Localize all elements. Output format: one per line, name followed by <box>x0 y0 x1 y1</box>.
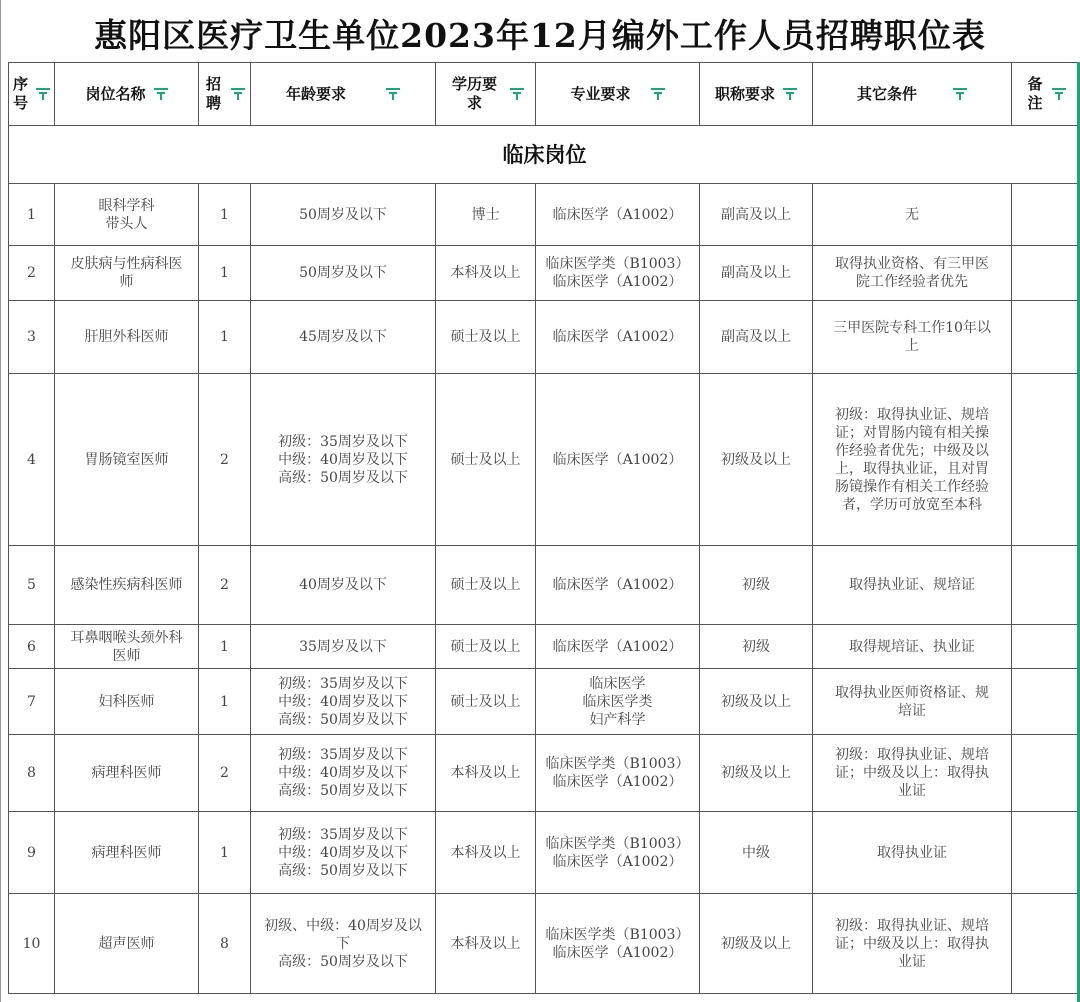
cell-line: 耳鼻咽喉头颈外科 <box>70 629 183 646</box>
cell-line: 初级：取得执业证、规培 <box>835 406 989 423</box>
cell-line: 证；中级及以上：取得执 <box>835 935 989 952</box>
table-row <box>9 894 1080 994</box>
table-row <box>9 184 1080 246</box>
cell-education[interactable]: 本科及以上 <box>436 735 536 812</box>
cell-line: 感染性疾病科医师 <box>70 577 183 593</box>
header-label: 专业要求 <box>570 84 631 103</box>
cell-line: 妇科医师 <box>98 693 155 710</box>
cell-title-req[interactable]: 初级 <box>700 625 813 669</box>
section-title: 临床岗位 <box>9 126 1080 184</box>
filter-icon[interactable] <box>783 87 797 101</box>
cell-line: 下 <box>336 935 350 952</box>
cell-line: 肝胆外科医师 <box>84 329 169 345</box>
cell-line: 证；对胃肠内镜有相关操 <box>835 424 989 441</box>
cell-major[interactable] <box>536 301 700 374</box>
cell-line: 临床医学类（B1003） <box>545 835 690 852</box>
cell-position[interactable] <box>55 812 199 894</box>
cell-age[interactable] <box>251 812 436 894</box>
cell-line: 临床医学（A1002） <box>552 577 683 593</box>
cell-other[interactable] <box>813 546 1012 625</box>
cell-line: 业证 <box>898 783 926 799</box>
cell-line: 作经验者优先；中级及以 <box>835 442 989 459</box>
cell-line: 初级：取得执业证、规培 <box>835 747 989 763</box>
cell-remark[interactable] <box>1012 894 1080 994</box>
cell-seq[interactable]: 3 <box>9 301 55 374</box>
window-edge <box>0 0 1 1002</box>
cell-education[interactable]: 本科及以上 <box>436 246 536 301</box>
cell-line: 临床医学（A1002） <box>552 451 683 468</box>
cell-line: 初级：取得执业证、规培 <box>835 917 989 934</box>
cell-line: 病理科医师 <box>91 765 162 781</box>
header-label: 招聘 <box>205 75 221 112</box>
cell-line: 医师 <box>112 647 141 664</box>
recruitment-table <box>8 62 1080 994</box>
cell-major[interactable] <box>536 735 700 812</box>
cell-line: 初级：35周岁及以下 <box>278 826 408 843</box>
cell-other[interactable] <box>813 894 1012 994</box>
header-other[interactable] <box>813 63 1012 126</box>
cell-other[interactable] <box>813 184 1012 246</box>
cell-position[interactable] <box>55 374 199 546</box>
cell-other[interactable] <box>813 735 1012 812</box>
cell-line: 临床医学（A1002） <box>552 944 683 961</box>
cell-line: 证；中级及以上：取得执 <box>835 765 989 781</box>
header-education[interactable] <box>436 63 536 126</box>
cell-line: 初级：35周岁及以下 <box>278 747 408 763</box>
cell-position[interactable] <box>55 625 199 669</box>
cell-count[interactable]: 8 <box>199 894 251 994</box>
cell-line: 40周岁及以下 <box>299 577 387 593</box>
cell-other[interactable] <box>813 669 1012 735</box>
cell-line: 中级：40周岁及以下 <box>278 693 408 710</box>
cell-remark[interactable] <box>1012 812 1080 894</box>
table-row <box>9 625 1080 669</box>
cell-line: 超声医师 <box>98 935 155 952</box>
cell-line: 初级：35周岁及以下 <box>278 675 408 692</box>
header-label: 序号 <box>13 75 29 112</box>
cell-education[interactable]: 本科及以上 <box>436 894 536 994</box>
cell-education[interactable]: 硕士及以上 <box>436 546 536 625</box>
cell-title-req[interactable]: 初级 <box>700 546 813 625</box>
cell-other[interactable] <box>813 374 1012 546</box>
cell-line: 三甲医院专科工作10年以 <box>833 320 991 336</box>
cell-age[interactable] <box>251 184 436 246</box>
header-title-req[interactable] <box>700 63 813 126</box>
cell-age[interactable] <box>251 625 436 669</box>
cell-line: 妇产科学 <box>589 711 646 728</box>
cell-remark[interactable] <box>1012 301 1080 374</box>
filter-icon[interactable] <box>231 87 245 101</box>
cell-title-req[interactable]: 初级及以上 <box>700 735 813 812</box>
cell-seq[interactable]: 5 <box>9 546 55 625</box>
cell-line: 上 <box>905 338 919 354</box>
cell-title-req[interactable]: 初级及以上 <box>700 374 813 546</box>
cell-line: 取得执业医师资格证、规 <box>835 684 989 701</box>
cell-count[interactable]: 1 <box>199 184 251 246</box>
cell-title-req[interactable]: 副高及以上 <box>700 301 813 374</box>
cell-position[interactable] <box>55 894 199 994</box>
cell-remark[interactable] <box>1012 735 1080 812</box>
cell-age[interactable] <box>251 735 436 812</box>
filter-icon[interactable] <box>386 87 400 101</box>
cell-major[interactable] <box>536 246 700 301</box>
cell-remark[interactable] <box>1012 546 1080 625</box>
cell-line: 临床医学（A1002） <box>552 274 683 290</box>
cell-line: 肠镜操作有相关工作经验 <box>835 478 989 495</box>
cell-major[interactable] <box>536 625 700 669</box>
cell-age[interactable] <box>251 894 436 994</box>
cell-education[interactable]: 博士 <box>436 184 536 246</box>
cell-line: 高级：50周岁及以下 <box>278 711 408 728</box>
cell-title-req[interactable]: 副高及以上 <box>700 184 813 246</box>
header-label: 其它条件 <box>856 84 917 103</box>
cell-title-req[interactable]: 初级及以上 <box>700 669 813 735</box>
cell-major[interactable] <box>536 184 700 246</box>
cell-major[interactable] <box>536 374 700 546</box>
cell-position[interactable] <box>55 246 199 301</box>
header-remark[interactable] <box>1012 63 1080 126</box>
cell-remark[interactable] <box>1012 669 1080 735</box>
cell-education[interactable]: 硕士及以上 <box>436 374 536 546</box>
cell-line: 中级：40周岁及以下 <box>278 844 408 861</box>
cell-line: 取得执业证 <box>877 844 947 861</box>
cell-seq[interactable]: 7 <box>9 669 55 735</box>
cell-line: 35周岁及以下 <box>299 638 387 655</box>
cell-seq[interactable]: 6 <box>9 625 55 669</box>
cell-line: 取得执业证、规培证 <box>849 577 975 593</box>
cell-line: 业证 <box>898 953 926 970</box>
cell-position[interactable] <box>55 669 199 735</box>
header-label: 备注 <box>1027 75 1043 112</box>
cell-line: 无 <box>905 206 919 223</box>
cell-line: 培证 <box>898 702 926 719</box>
header-position[interactable] <box>55 63 199 126</box>
cell-major[interactable] <box>536 669 700 735</box>
cell-education[interactable]: 本科及以上 <box>436 812 536 894</box>
cell-seq[interactable]: 8 <box>9 735 55 812</box>
cell-position[interactable] <box>55 184 199 246</box>
cell-other[interactable] <box>813 301 1012 374</box>
cell-line: 胃肠镜室医师 <box>84 451 169 468</box>
cell-age[interactable] <box>251 669 436 735</box>
cell-line: 临床医学（A1002） <box>552 853 683 870</box>
cell-title-req[interactable]: 初级及以上 <box>700 894 813 994</box>
cell-line: 高级：50周岁及以下 <box>278 469 408 486</box>
table-row <box>9 546 1080 625</box>
filter-icon[interactable] <box>953 87 967 101</box>
cell-line: 取得执业资格、有三甲医 <box>835 256 989 272</box>
cell-title-req[interactable]: 中级 <box>700 812 813 894</box>
table-row <box>9 669 1080 735</box>
cell-line: 院工作经验者优先 <box>856 274 968 290</box>
table-row <box>9 735 1080 812</box>
header-age[interactable] <box>251 63 436 126</box>
cell-line: 高级：50周岁及以下 <box>278 953 408 970</box>
cell-other[interactable] <box>813 246 1012 301</box>
table-row <box>9 246 1080 301</box>
cell-count[interactable]: 1 <box>199 301 251 374</box>
header-label: 职称要求 <box>714 84 775 103</box>
cell-seq[interactable]: 2 <box>9 246 55 301</box>
cell-line: 临床医学 <box>589 675 646 692</box>
cell-other[interactable] <box>813 625 1012 669</box>
cell-line: 初级、中级：40周岁及以 <box>264 917 422 934</box>
filter-icon[interactable] <box>1052 87 1066 101</box>
cell-line: 临床医学类（B1003） <box>545 756 690 772</box>
header-label: 年龄要求 <box>285 84 346 103</box>
cell-count[interactable]: 1 <box>199 812 251 894</box>
cell-line: 临床医学类 <box>582 693 653 710</box>
cell-line: 高级：50周岁及以下 <box>278 783 408 799</box>
header-row <box>9 63 1080 126</box>
table-row <box>9 812 1080 894</box>
cell-count[interactable]: 1 <box>199 246 251 301</box>
filter-icon[interactable] <box>36 87 50 101</box>
cell-line: 带头人 <box>105 215 148 232</box>
cell-count[interactable]: 2 <box>199 546 251 625</box>
page-title: 惠阳区医疗卫生单位2023年12月编外工作人员招聘职位表 <box>94 15 986 55</box>
cell-remark[interactable] <box>1012 184 1080 246</box>
cell-position[interactable] <box>55 301 199 374</box>
cell-major[interactable] <box>536 812 700 894</box>
cell-line: 高级：50周岁及以下 <box>278 862 408 879</box>
cell-line: 50周岁及以下 <box>299 265 387 281</box>
cell-age[interactable] <box>251 546 436 625</box>
table-row <box>9 301 1080 374</box>
header-label: 学历要求 <box>451 75 497 112</box>
cell-line: 中级：40周岁及以下 <box>278 765 408 781</box>
cell-education[interactable]: 硕士及以上 <box>436 625 536 669</box>
filter-icon[interactable] <box>510 87 524 101</box>
header-seq[interactable] <box>9 63 55 126</box>
cell-position[interactable] <box>55 735 199 812</box>
filter-icon[interactable] <box>651 87 665 101</box>
header-label: 岗位名称 <box>85 84 146 103</box>
cell-line: 者，学历可放宽至本科 <box>842 496 982 513</box>
cell-other[interactable] <box>813 812 1012 894</box>
cell-title-req[interactable]: 副高及以上 <box>700 246 813 301</box>
cell-remark[interactable] <box>1012 246 1080 301</box>
cell-education[interactable]: 硕士及以上 <box>436 301 536 374</box>
cell-position[interactable] <box>55 546 199 625</box>
cell-count[interactable]: 2 <box>199 374 251 546</box>
cell-line: 临床医学类（B1003） <box>545 256 690 272</box>
cell-major[interactable] <box>536 546 700 625</box>
cell-line: 50周岁及以下 <box>299 206 387 223</box>
cell-line: 病理科医师 <box>91 844 162 861</box>
cell-seq[interactable]: 4 <box>9 374 55 546</box>
header-count[interactable] <box>199 63 251 126</box>
cell-major[interactable] <box>536 894 700 994</box>
cell-line: 临床医学类（B1003） <box>545 926 690 943</box>
cell-seq[interactable]: 1 <box>9 184 55 246</box>
cell-count[interactable]: 1 <box>199 625 251 669</box>
cell-seq[interactable]: 10 <box>9 894 55 994</box>
cell-line: 临床医学（A1002） <box>552 206 683 223</box>
cell-age[interactable] <box>251 301 436 374</box>
cell-education[interactable]: 硕士及以上 <box>436 669 536 735</box>
cell-seq[interactable]: 9 <box>9 812 55 894</box>
cell-age[interactable] <box>251 246 436 301</box>
cell-line: 临床医学（A1002） <box>552 774 683 790</box>
cell-line: 中级：40周岁及以下 <box>278 451 408 468</box>
cell-line: 临床医学（A1002） <box>552 329 683 345</box>
cell-count[interactable]: 2 <box>199 735 251 812</box>
cell-line: 初级：35周岁及以下 <box>278 433 408 450</box>
cell-line: 师 <box>119 274 134 290</box>
cell-line: 皮肤病与性病科医 <box>70 256 183 272</box>
header-major[interactable] <box>536 63 700 126</box>
cell-remark[interactable] <box>1012 374 1080 546</box>
cell-count[interactable]: 1 <box>199 669 251 735</box>
table-row <box>9 374 1080 546</box>
cell-line: 上，取得执业证，且对胃 <box>835 460 989 477</box>
cell-line: 眼科学科 <box>98 197 155 214</box>
cell-remark[interactable] <box>1012 625 1080 669</box>
cell-line: 临床医学（A1002） <box>552 638 683 655</box>
section-row <box>9 126 1080 184</box>
cell-line: 取得规培证、执业证 <box>849 638 975 655</box>
cell-line: 45周岁及以下 <box>299 329 387 345</box>
cell-age[interactable] <box>251 374 436 546</box>
filter-icon[interactable] <box>154 87 168 101</box>
